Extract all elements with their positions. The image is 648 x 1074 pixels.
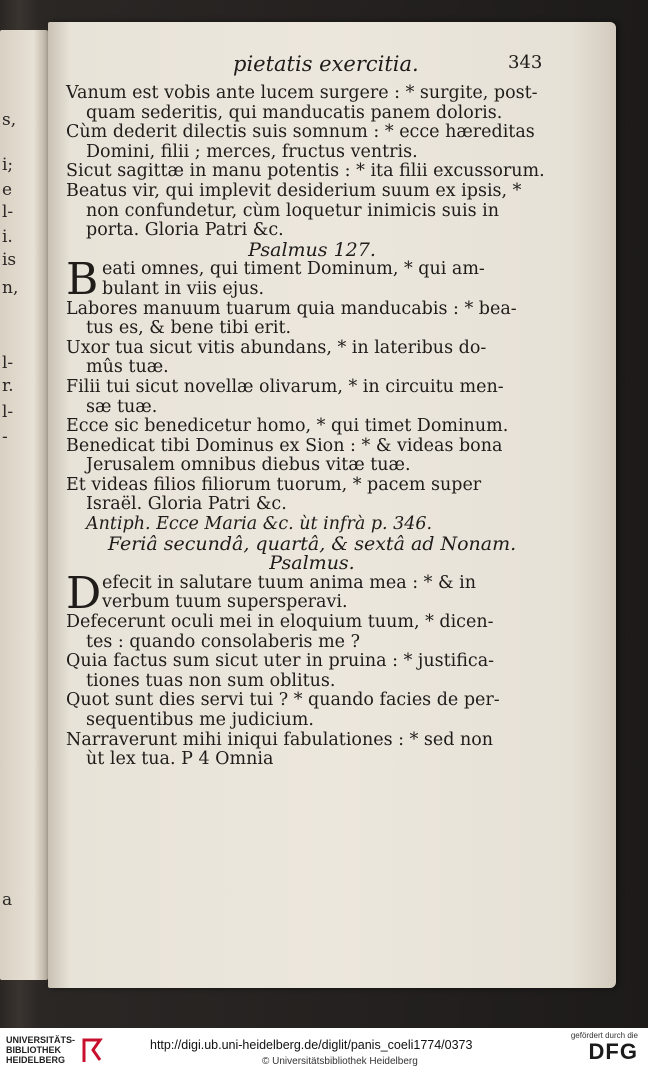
left-page-fragment: i. xyxy=(2,227,13,247)
dfg-logo: DFG xyxy=(588,1039,638,1064)
text-line: Quot sunt dies servi tui ? * quando facies de per- xyxy=(66,690,500,711)
drop-cap: B xyxy=(66,254,99,306)
left-page-fragment: l- xyxy=(2,402,14,422)
text-line: Defecerunt oculi mei in eloquium tuum, * dicen- xyxy=(66,612,494,633)
text-line: Uxor tua sicut vitis abundans, * in lateribus do- xyxy=(66,337,487,358)
library-logo[interactable] xyxy=(6,1035,103,1065)
section-heading: Feriâ secundâ, quartâ, & sextâ ad Nonam. xyxy=(107,532,517,555)
left-page-fragment: n, xyxy=(2,278,19,298)
left-page-fragment: is xyxy=(2,250,17,270)
left-page-fragment: r. xyxy=(2,376,14,396)
left-page-fragment: l- xyxy=(2,202,14,222)
section-heading: Psalmus 127. xyxy=(248,238,376,261)
text-line: Et videas filios filiorum tuorum, * pacem super xyxy=(66,474,482,495)
antiphon-line: Antiph. Ecce Maria &c. ùt infrà p. 346. xyxy=(86,514,433,535)
text-line: Benedicat tibi Dominus ex Sion : * & videas bona xyxy=(66,435,503,456)
footer-bar xyxy=(0,1028,648,1074)
left-page-fragment: s, xyxy=(2,110,17,130)
text-line: verbum tuum supersperavi. xyxy=(102,592,348,613)
drop-cap-verse xyxy=(66,254,558,306)
text-line: Israël. Gloria Patri &c. xyxy=(86,494,287,515)
left-page-edge xyxy=(0,30,48,980)
library-logo-icon xyxy=(81,1036,103,1064)
text-line: Narraverunt mihi iniqui fabulationes : * sed non xyxy=(66,729,494,750)
text-line: Sicut sagittæ in manu potentis : * ita filii excussorum. xyxy=(66,161,545,182)
copyright-notice: © Universitätsbibliothek Heidelberg xyxy=(262,1056,418,1067)
text-line: sæ tuæ. xyxy=(86,396,158,417)
page-header xyxy=(48,52,616,82)
sponsor-logo[interactable] xyxy=(571,1031,638,1064)
text-line: Cùm dederit dilectis suis somnum : * ecce hæreditas xyxy=(66,122,535,143)
text-line: Beatus vir, qui implevit desiderium suum ex ipsis, * xyxy=(66,180,522,201)
section-heading: Psalmus. xyxy=(269,552,355,575)
sponsor-label: gefördert durch die xyxy=(570,1031,638,1040)
drop-cap-verse xyxy=(66,567,558,619)
text-line: efecit in salutare tuum anima mea : * & in xyxy=(102,572,476,593)
text-line: Vanum est vobis ante lucem surgere : * surgite, post- xyxy=(66,83,538,103)
left-page-fragment: e xyxy=(2,180,13,200)
text-line: Jerusalem omnibus diebus vitæ tuæ. xyxy=(86,455,411,476)
psalm-text xyxy=(66,84,558,770)
text-line: non confundetur, cùm loquetur inimicis suis in xyxy=(86,200,499,221)
text-line: Ecce sic benedicetur homo, * qui timet Dominum. xyxy=(66,416,509,437)
text-line: Labores manuum tuarum quia manducabis : * bea- xyxy=(66,298,517,319)
text-line: bulant in viis ejus. xyxy=(102,278,265,299)
book-page xyxy=(48,22,616,988)
text-line: tus es, & bene tibi erit. xyxy=(86,318,292,339)
text-line: Domini, filii ; merces, fructus ventris. xyxy=(86,141,418,162)
text-line: mûs tuæ. xyxy=(86,357,169,378)
page-number: 343 xyxy=(508,52,543,73)
text-line: tes : quando consolaberis me ? xyxy=(86,631,360,652)
text-line: Quia factus sum sicut uter in pruina : * justifica- xyxy=(66,651,495,672)
text-line: porta. Gloria Patri &c. xyxy=(86,220,284,241)
drop-cap: D xyxy=(66,567,102,619)
left-page-fragment: a xyxy=(2,890,13,910)
text-line: eati omnes, qui timent Dominum, * qui am- xyxy=(102,259,485,280)
running-title: pietatis exercitia. xyxy=(233,52,419,76)
page-url-link[interactable]: http://digi.ub.uni-heidelberg.de/diglit/panis_coeli1774/0373 xyxy=(150,1038,473,1052)
left-page-fragment: - xyxy=(2,427,8,447)
text-line: Filii tui sicut novellæ olivarum, * in circuitu men- xyxy=(66,376,504,397)
text-line: ùt lex tua. P 4 Omnia xyxy=(86,749,274,770)
text-line: quam sederitis, qui manducatis panem doloris. xyxy=(86,102,503,123)
library-logo-text: UNIVERSITÄTS- BIBLIOTHEK HEIDELBERG xyxy=(6,1035,76,1065)
text-line: sequentibus me judicium. xyxy=(86,710,314,730)
text-line: tiones tuas non sum oblitus. xyxy=(86,670,336,691)
left-page-fragment: i; xyxy=(2,155,14,175)
left-page-fragment: l- xyxy=(2,353,14,373)
